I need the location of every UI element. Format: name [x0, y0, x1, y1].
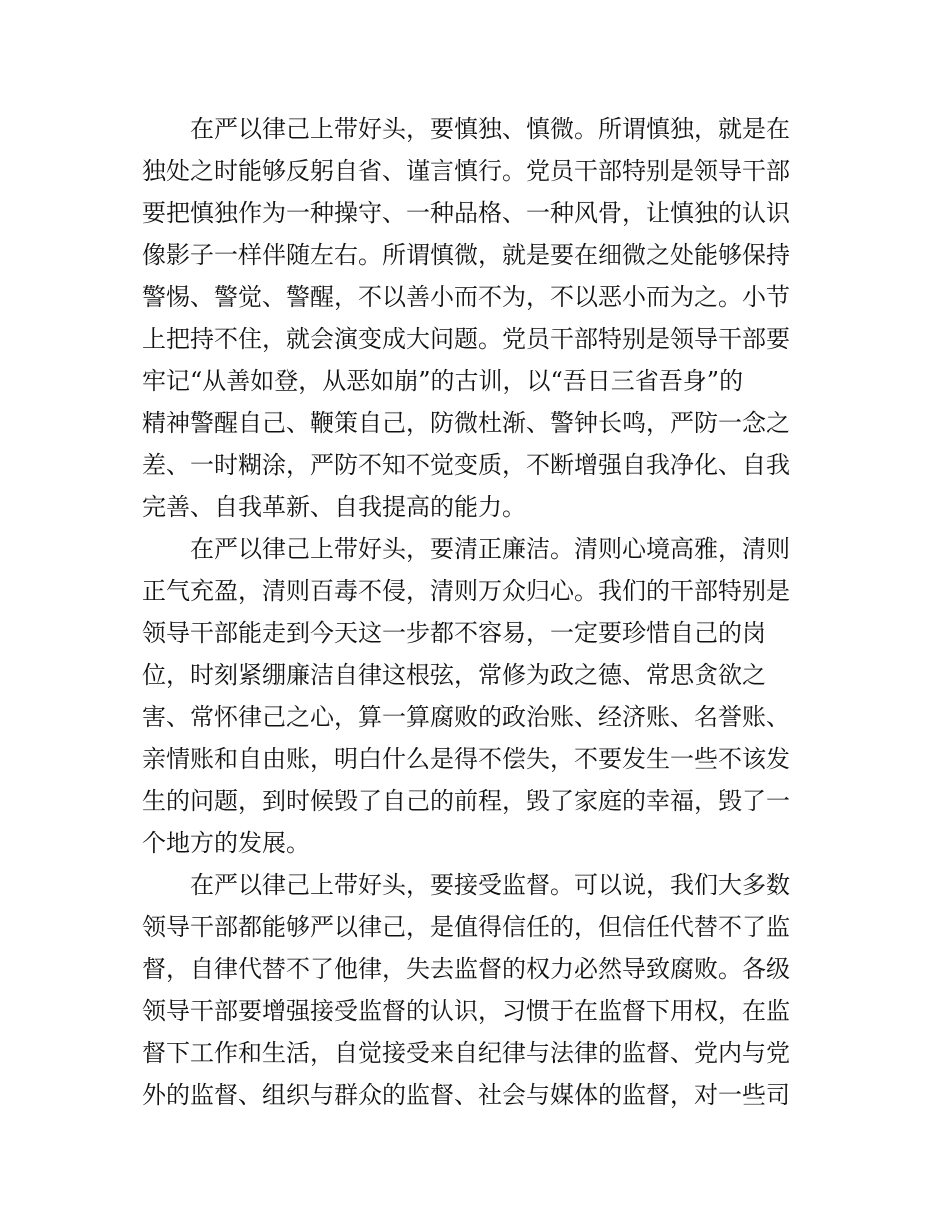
text-line: 位，时刻紧绷廉洁自律这根弦，常修为政之德、常思贪欲之 — [142, 661, 766, 689]
text-line: 领导干部要增强接受监督的认识，习惯于在监督下用权，在监 — [142, 997, 790, 1025]
text-line: 差、一时糊涂，严防不知不觉变质，不断增强自我净化、自我 — [142, 451, 790, 479]
text-line: 精神警醒自己、鞭策自己，防微杜渐、警钟长鸣，严防一念之 — [142, 409, 790, 437]
text-line: 生的问题，到时候毁了自己的前程，毁了家庭的幸福，毁了一 — [142, 787, 790, 815]
text-line: 领导干部都能够严以律己，是值得信任的，但信任代替不了监 — [142, 913, 790, 941]
text-line: 害、常怀律己之心，算一算腐败的政治账、经济账、名誉账、 — [142, 703, 790, 731]
paragraph-self-discipline-prudence — [142, 108, 812, 528]
text-line: 外的监督、组织与群众的监督、社会与媒体的监督，对一些司 — [142, 1081, 790, 1109]
text-line: 在严以律己上带好头，要慎独、慎微。所谓慎独，就是在 — [190, 115, 790, 143]
text-line: 亲情账和自由账，明白什么是得不偿失，不要发生一些不该发 — [142, 745, 790, 773]
text-line: 在严以律己上带好头，要清正廉洁。清则心境高雅，清则 — [190, 535, 790, 563]
text-line: 像影子一样伴随左右。所谓慎微，就是要在细微之处能够保持 — [142, 241, 790, 269]
text-line: 完善、自我革新、自我提高的能力。 — [142, 493, 526, 521]
paragraph-supervision — [142, 864, 812, 1116]
text-line: 督，自律代替不了他律，失去监督的权力必然导致腐败。各级 — [142, 955, 790, 983]
text-line: 警惕、警觉、警醒，不以善小而不为，不以恶小而为之。小节 — [142, 283, 790, 311]
document-body — [142, 108, 812, 1116]
paragraph-integrity — [142, 528, 812, 864]
text-line: 个地方的发展。 — [142, 829, 310, 857]
text-line: 要把慎独作为一种操守、一种品格、一种风骨，让慎独的认识 — [142, 199, 790, 227]
text-line: 督下工作和生活，自觉接受来自纪律与法律的监督、党内与党 — [142, 1039, 790, 1067]
text-line: 独处之时能够反躬自省、谨言慎行。党员干部特别是领导干部 — [142, 157, 790, 185]
text-line: 领导干部能走到今天这一步都不容易，一定要珍惜自己的岗 — [142, 619, 766, 647]
text-line: 在严以律己上带好头，要接受监督。可以说，我们大多数 — [190, 871, 790, 899]
text-line: 正气充盈，清则百毒不侵，清则万众归心。我们的干部特别是 — [142, 577, 790, 605]
text-line: 牢记“从善如登，从恶如崩”的古训，以“吾日三省吾身”的 — [142, 367, 744, 395]
text-line: 上把持不住，就会演变成大问题。党员干部特别是领导干部要 — [142, 325, 790, 353]
